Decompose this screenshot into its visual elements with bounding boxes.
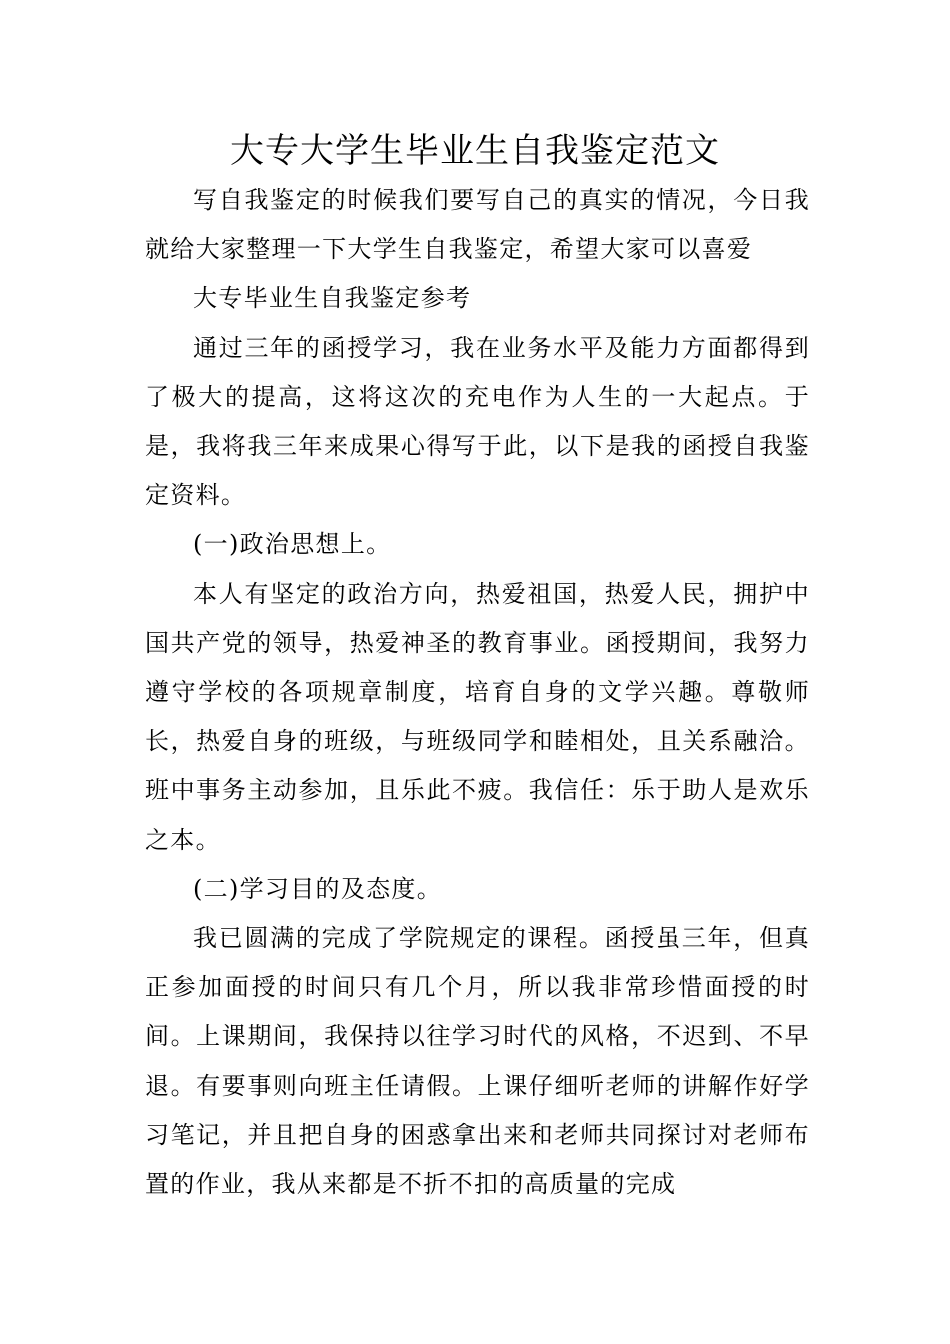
body-paragraph: 通过三年的函授学习，我在业务水平及能力方面都得到了极大的提高，这将这次的充电作为人生的一大起点。于是，我将我三年来成果心得写于此，以下是我的函授自我鉴定资料。 <box>145 333 810 510</box>
subsection-heading-politics: (一)政治思想上。 <box>193 530 392 559</box>
section-heading-reference: 大专毕业生自我鉴定参考 <box>193 284 472 313</box>
body-paragraph: 本人有坚定的政治方向，热爱祖国，热爱人民，拥护中国共产党的领导，热爱神圣的教育事业。函授期间，我努力遵守学校的各项规章制度，培育自身的文学兴趣。尊敬师长，热爱自身的班级，与班级同学和睦相处，且关系融洽。班中事务主动参加，且乐此不疲。我信任：乐于助人是欢乐之本。 <box>145 579 810 854</box>
document-title: 大专大学生毕业生自我鉴定范文 <box>230 131 720 171</box>
document-body <box>145 176 810 1209</box>
body-paragraph: 我已圆满的完成了学院规定的课程。函授虽三年，但真正参加面授的时间只有几个月，所以我非常珍惜面授的时间。上课期间，我保持以往学习时代的风格，不迟到、不早退。有要事则向班主任请假。上课仔细听老师的讲解作好学习笔记，并且把自身的困惑拿出来和老师共同探讨对老师布置的作业，我从来都是不折不扣的高质量的完成 <box>145 924 810 1199</box>
subsection-heading-study: (二)学习目的及态度。 <box>193 874 443 903</box>
intro-paragraph: 写自我鉴定的时候我们要写自己的真实的情况，今日我就给大家整理一下大学生自我鉴定，希望大家可以喜爱 <box>145 186 810 264</box>
